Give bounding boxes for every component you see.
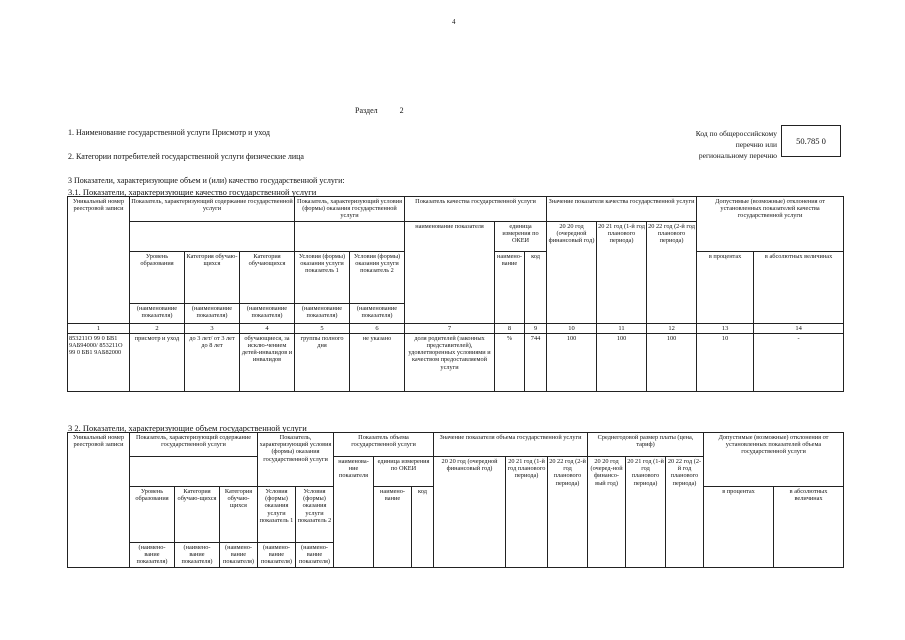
price3-header: 20 22 год (2-й год планового периода) — [666, 457, 704, 568]
indicators-title: 3 Показатели, характеризующие объем и (или) качество государственной услуги: — [68, 176, 345, 185]
column-number-cell: 14 — [754, 323, 844, 333]
deviation-pct-cell: 10 — [697, 333, 754, 391]
conditions-empty — [295, 221, 405, 251]
year3-header: 20 22 год (2-й год планового периода) — [647, 221, 697, 323]
deviation-header: Допустимые (возможные) отклонения от установленных показателей объема государственной услуги — [704, 433, 844, 487]
cat1-cell: до 3 лет/ от 3 лет до 8 лет — [185, 333, 240, 391]
unit-header: единица измерения по ОКЕИ — [495, 221, 547, 251]
column-number-cell: 5 — [295, 323, 350, 333]
cat2-header: Категория обучаю-щихся — [220, 487, 258, 543]
reg-cell: 853211О 99 0 БВ1 9АБ94000/ 853211О 99 0 БВ1 9АБ82000 — [68, 333, 130, 391]
section-label: Раздел — [355, 106, 378, 115]
cat1-header: Категория обучаю-щихся — [175, 487, 220, 543]
unit-name-header: наимено-вание — [495, 251, 525, 323]
price2-header: 20 21 год (1-й год планового периода) — [626, 457, 666, 568]
cond1-header: Условия (формы) оказания услуги показатель 1 — [258, 487, 296, 543]
column-number-cell: 4 — [240, 323, 295, 333]
unit-header: единица измерения по ОКЕИ — [374, 457, 434, 487]
value1-cell: 100 — [547, 333, 597, 391]
column-number-cell: 2 — [130, 323, 185, 333]
year1-header: 20 20 год (очередной финансовый год) — [547, 221, 597, 323]
consumer-category: 2. Категории потребителей государственной услуги физические лица — [68, 152, 304, 161]
volume-table — [67, 432, 844, 568]
unit-name-cell: % — [495, 333, 525, 391]
naim-header: (наименование показателя) — [350, 303, 405, 323]
column-number-cell: 11 — [597, 323, 647, 333]
content-empty — [130, 457, 258, 487]
column-number-cell: 7 — [405, 323, 495, 333]
content-header: Показатель, характеризующий содержание государственной услуги — [130, 433, 258, 457]
abs-header: в абсолютных величинах — [754, 251, 844, 323]
conditions-header: Показатель, характеризующий условия (формы) оказания государственной услуги — [258, 433, 334, 487]
unit-code-header: код — [412, 487, 434, 568]
level-cell: присмотр и уход — [130, 333, 185, 391]
year1-header: 20 20 год (очередной финансовый год) — [434, 457, 506, 568]
unit-code-header: код — [525, 251, 547, 323]
volume-title: 3 2. Показатели, характеризующие объем государственной услуги — [68, 423, 307, 433]
value-header: Значение показателя качества государственной услуги — [547, 197, 697, 222]
column-number-cell: 9 — [525, 323, 547, 333]
reg-empty — [68, 303, 130, 323]
reg-empty — [68, 543, 130, 568]
price1-header: 20 20 год (очеред-ной финансо-вый год) — [588, 457, 626, 568]
reg-header: Уникальный номер реестровой записи — [68, 433, 130, 543]
deviation-abs-cell: - — [754, 333, 844, 391]
value2-cell: 100 — [597, 333, 647, 391]
value-header: Значение показателя объема государственной услуги — [434, 433, 588, 457]
cat2-cell: обучающиеся, за исклю-чением детей-инвалидов и инвалидов — [240, 333, 295, 391]
deviation-header: Допустимые (возможные) отклонения от установленных показателей качества государственной услуги — [697, 197, 844, 252]
column-number-cell: 10 — [547, 323, 597, 333]
naim-header: (наимено-вание показателя) — [220, 543, 258, 568]
content-header: Показатель, характеризующий содержание государственной услуги — [130, 197, 295, 222]
section-heading — [355, 106, 404, 115]
abs-header: в абсолютных величинах — [774, 487, 844, 568]
code-label-line: Код по общероссийскому — [695, 129, 777, 138]
column-number-cell: 6 — [350, 323, 405, 333]
service-name: 1. Наименование государственной услуги Присмотр и уход — [68, 128, 270, 137]
reg-header: Уникальный номер реестровой записи — [68, 197, 130, 304]
cond1-header: Условия (формы) оказания услуги показатель 1 — [295, 251, 350, 303]
naim-header: (наимено-вание показателя) — [258, 543, 296, 568]
unit-code-cell: 744 — [525, 333, 547, 391]
column-numbers-row — [68, 323, 844, 333]
cond2-header: Условия (формы) оказания услуги показатель 2 — [296, 487, 334, 543]
year2-header: 20 21 год (1-й год планового периода) — [597, 221, 647, 323]
naim-header: (наимено-вание показателя) — [130, 543, 175, 568]
naim-header: (наимено-вание показателя) — [296, 543, 334, 568]
conditions-header: Показатель, характеризующий условия (формы) оказания государственной услуги — [295, 197, 405, 222]
quality-header: Показатель качества государственной услуги — [405, 197, 547, 222]
quality-title: 3.1. Показатели, характеризующие качество государственной услуги — [68, 187, 317, 197]
cat1-header: Категория обучаю-щихся — [185, 251, 240, 303]
price-header: Среднегодовой размер платы (цена, тариф) — [588, 433, 704, 457]
column-number-cell: 1 — [68, 323, 130, 333]
column-number-cell: 12 — [647, 323, 697, 333]
percent-header: в процентах — [697, 251, 754, 323]
section-number: 2 — [399, 106, 404, 115]
column-number-cell: 13 — [697, 323, 754, 333]
code-label — [607, 128, 777, 161]
indicator-cell: доля родителей (законных представителей), удовлетворенных условиями и качеством предоставляемой услуги — [405, 333, 495, 391]
naim-header: (наименование показателя) — [130, 303, 185, 323]
naim-header: (наименование показателя) — [240, 303, 295, 323]
level-header: Уровень образования — [130, 487, 175, 543]
cat2-header: Категория обучающихся — [240, 251, 295, 303]
naim-header: (наимено-вание показателя) — [175, 543, 220, 568]
code-value-box: 50.785 0 — [781, 125, 841, 157]
page-number: 4 — [452, 18, 456, 26]
level-header: Уровень образования — [130, 251, 185, 303]
percent-header: в процентах — [704, 487, 774, 568]
indicator-name-header: наименование показателя — [405, 221, 495, 323]
content-empty — [130, 221, 295, 251]
volume-header: Показатель объема государственной услуги — [334, 433, 434, 457]
quality-table — [67, 196, 844, 392]
table-row — [68, 333, 844, 391]
cond2-cell: не указано — [350, 333, 405, 391]
naim-header: (наименование показателя) — [185, 303, 240, 323]
year2-header: 20 21 год (1-й год планового периода) — [506, 457, 548, 568]
cond1-cell: группы полного дня — [295, 333, 350, 391]
column-number-cell: 3 — [185, 323, 240, 333]
year3-header: 20 22 год (2-й год планового периода) — [548, 457, 588, 568]
unit-name-header: наимено-вание — [374, 487, 412, 568]
indicator-name-header: наименова-ние показателя — [334, 457, 374, 568]
naim-header: (наименование показателя) — [295, 303, 350, 323]
code-label-line: региональному перечню — [698, 151, 777, 160]
code-label-line: перечню или — [735, 140, 777, 149]
cond2-header: Условия (формы) оказания услуги показатель 2 — [350, 251, 405, 303]
column-number-cell: 8 — [495, 323, 525, 333]
value3-cell: 100 — [647, 333, 697, 391]
